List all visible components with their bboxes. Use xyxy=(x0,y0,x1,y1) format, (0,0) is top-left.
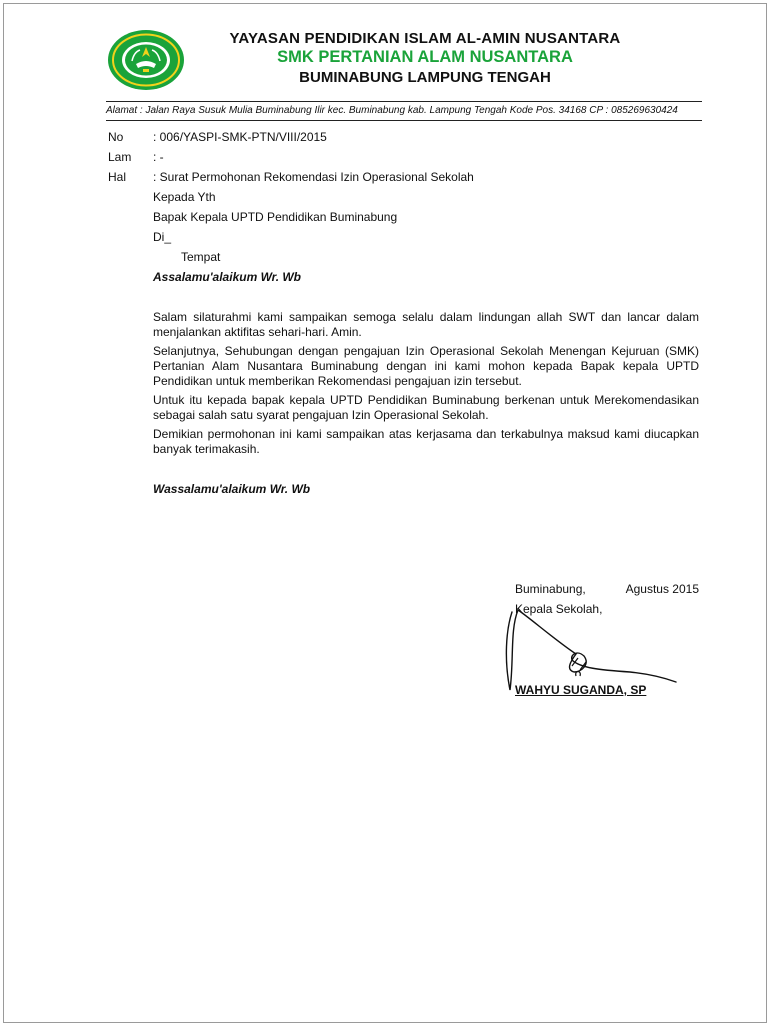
meta-lam-value: : - xyxy=(153,150,164,164)
signing-date: Agustus 2015 xyxy=(625,582,699,596)
place-date xyxy=(515,582,699,596)
recipient-line-2: Bapak Kepala UPTD Pendidikan Buminabung xyxy=(153,210,398,224)
meta-lam-label: Lam xyxy=(108,150,132,164)
recipient-line-3: Di_ xyxy=(153,230,172,244)
header-rule-bottom xyxy=(106,120,702,121)
meta-hal-value: : Surat Permohonan Rekomendasi Izin Operasional Sekolah xyxy=(153,170,474,184)
paragraph-2: Selanjutnya, Sehubungan dengan pengajuan Izin Operasional Sekolah Menengan Kejuruan (SMK) Pertanian Alam Nusantara Buminabung dengan ini kami mohon kepada Bapak kepala UPTD Pendidikan untuk memberikan Rekomendasi pengajuan izin tersebut. xyxy=(153,344,699,388)
meta-no-label: No xyxy=(108,130,124,144)
paragraph-3: Untuk itu kepada bapak kepala UPTD Pendidikan Buminabung berkenan untuk Merekomendasikan sebagai salah satu syarat pengajuan Izin Operasional Sekolah. xyxy=(153,393,699,422)
signer-name: WAHYU SUGANDA, SP xyxy=(515,683,647,697)
opening-greeting: Assalamu'alaikum Wr. Wb xyxy=(153,270,302,284)
signing-place: Buminabung, xyxy=(515,582,586,596)
meta-hal-label: Hal xyxy=(108,170,127,184)
school-location: BUMINABUNG LAMPUNG TENGAH xyxy=(299,69,551,86)
meta-no-value: : 006/YASPI-SMK-PTN/VIII/2015 xyxy=(153,130,327,144)
paragraph-1: Salam silaturahmi kami sampaikan semoga selalu dalam lindungan allah SWT dan lancar dalam menjalankan aktifitas sehari-hari. Amin. xyxy=(153,310,699,339)
recipient-line-1: Kepada Yth xyxy=(153,190,216,204)
address-line: Alamat : Jalan Raya Susuk Mulia Buminabung Ilir kec. Buminabung kab. Lampung Tengah Kode Pos. 34168 CP : 085269630424 xyxy=(106,105,678,116)
meta-hal xyxy=(108,170,474,184)
school-name: SMK PERTANIAN ALAM NUSANTARA xyxy=(277,48,573,66)
foundation-name: YAYASAN PENDIDIKAN ISLAM AL-AMIN NUSANTARA xyxy=(229,30,621,47)
school-logo xyxy=(106,28,186,92)
meta-no xyxy=(108,130,327,144)
closing-greeting: Wassalamu'alaikum Wr. Wb xyxy=(153,482,311,496)
header-rule-top xyxy=(106,101,702,102)
meta-lam xyxy=(108,150,164,164)
recipient-line-4: Tempat xyxy=(181,250,221,264)
signer-title: Kepala Sekolah, xyxy=(515,602,603,616)
paragraph-4: Demikian permohonan ini kami sampaikan atas kerjasama dan terkabulnya maksud kami diucapkan banyak terimakasih. xyxy=(153,427,699,456)
letterhead xyxy=(190,30,660,87)
